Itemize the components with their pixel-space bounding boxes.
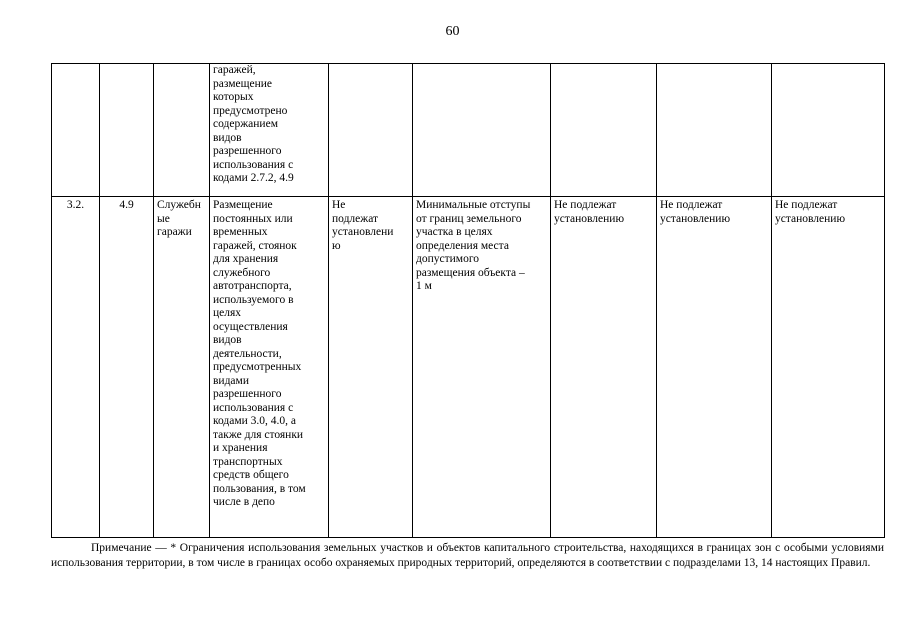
text-line: средств общего <box>213 469 289 481</box>
text-line: использования с <box>213 401 294 414</box>
continued-description <box>213 64 325 186</box>
row-number: 3.2. <box>52 197 100 538</box>
parameter-col9 <box>775 199 881 226</box>
table-note: Примечание — * Ограничения использования земельных участков и объектов капитального строительства, находящихся в границах зон с особыми условиями использования территории, в том числе в границах особо охраняемых природных территорий, определяются в соответствии с подразделами 13, 14 настоящих Правил. <box>51 542 884 569</box>
text-line: Размещение <box>213 199 273 211</box>
text-line: Не подлежат <box>775 199 838 211</box>
table-cell <box>657 64 772 197</box>
text-line: используемого в <box>213 293 294 306</box>
text-line: разрешенного <box>213 145 282 157</box>
text-line: гаражей, стоянок <box>213 239 297 252</box>
text-line: целях <box>213 307 242 319</box>
text-line: Не подлежат <box>554 199 617 211</box>
table-cell <box>329 64 413 197</box>
text-line: от границ земельного <box>416 212 522 225</box>
text-line: Служебн <box>157 199 201 211</box>
table-cell <box>413 197 551 538</box>
text-line: Не <box>332 199 346 211</box>
parameter-col7 <box>554 199 653 226</box>
table-cell <box>154 197 210 538</box>
page-number: 60 <box>445 24 460 39</box>
text-line: транспортных <box>213 455 283 468</box>
table-cell <box>210 197 329 538</box>
table-cell <box>772 197 885 538</box>
table-cell <box>657 197 772 538</box>
text-line: Минимальные отступы <box>416 199 531 211</box>
text-line: числе в депо <box>213 496 275 508</box>
table-row <box>52 197 885 538</box>
text-line: размещение <box>213 77 272 90</box>
text-line: постоянных или <box>213 212 293 225</box>
table-cell <box>210 64 329 197</box>
text-line: временных <box>213 226 268 238</box>
text-line: также для стоянки <box>213 428 304 441</box>
text-line: кодами 2.7.2, 4.9 <box>213 172 294 184</box>
use-code: 4.9 <box>100 197 154 538</box>
text-line: установлению <box>554 212 625 225</box>
parameter-setbacks <box>416 199 547 294</box>
text-line: автотранспорта, <box>213 280 292 292</box>
text-line: деятельности, <box>213 347 282 360</box>
text-line: гаражей, <box>213 64 256 76</box>
text-line: подлежат <box>332 212 379 225</box>
text-line: определения места <box>416 239 509 252</box>
parameter-col8 <box>660 199 768 226</box>
text-line: предусмотренных <box>213 361 302 373</box>
text-line: осуществления <box>213 320 288 333</box>
table-cell <box>329 197 413 538</box>
text-line: 1 м <box>416 280 432 292</box>
text-line: видов <box>213 131 242 144</box>
table-row <box>52 64 885 197</box>
text-line: установлению <box>775 212 846 225</box>
text-line: разрешенного <box>213 388 282 400</box>
text-line: Не подлежат <box>660 199 723 211</box>
text-line: предусмотрено <box>213 104 288 117</box>
text-line: установлени <box>332 226 394 238</box>
land-use-table <box>51 63 885 538</box>
table-cell <box>772 64 885 197</box>
text-line: размещения объекта – <box>416 266 525 279</box>
text-line: пользования, в том <box>213 482 306 495</box>
text-line: установлению <box>660 212 731 225</box>
text-line: видов <box>213 334 242 346</box>
table-cell <box>551 64 657 197</box>
text-line: допустимого <box>416 253 479 265</box>
parameter-col5 <box>332 199 409 253</box>
text-line: участка в целях <box>416 226 493 238</box>
text-line: ю <box>332 239 341 252</box>
text-line: служебного <box>213 266 271 279</box>
text-line: для хранения <box>213 253 279 265</box>
table-cell <box>413 64 551 197</box>
text-line: кодами 3.0, 4.0, а <box>213 415 297 427</box>
text-line: содержанием <box>213 118 278 130</box>
table-cell <box>154 64 210 197</box>
text-line: гаражи <box>157 226 192 238</box>
text-line: и хранения <box>213 442 268 454</box>
table-cell <box>100 64 154 197</box>
text-line: которых <box>213 91 254 103</box>
text-line: ые <box>157 212 170 225</box>
table-cell <box>551 197 657 538</box>
text-line: использования с <box>213 158 294 171</box>
table-cell <box>52 64 100 197</box>
use-description <box>213 199 325 510</box>
text-line: видами <box>213 374 249 387</box>
use-name <box>157 199 206 240</box>
